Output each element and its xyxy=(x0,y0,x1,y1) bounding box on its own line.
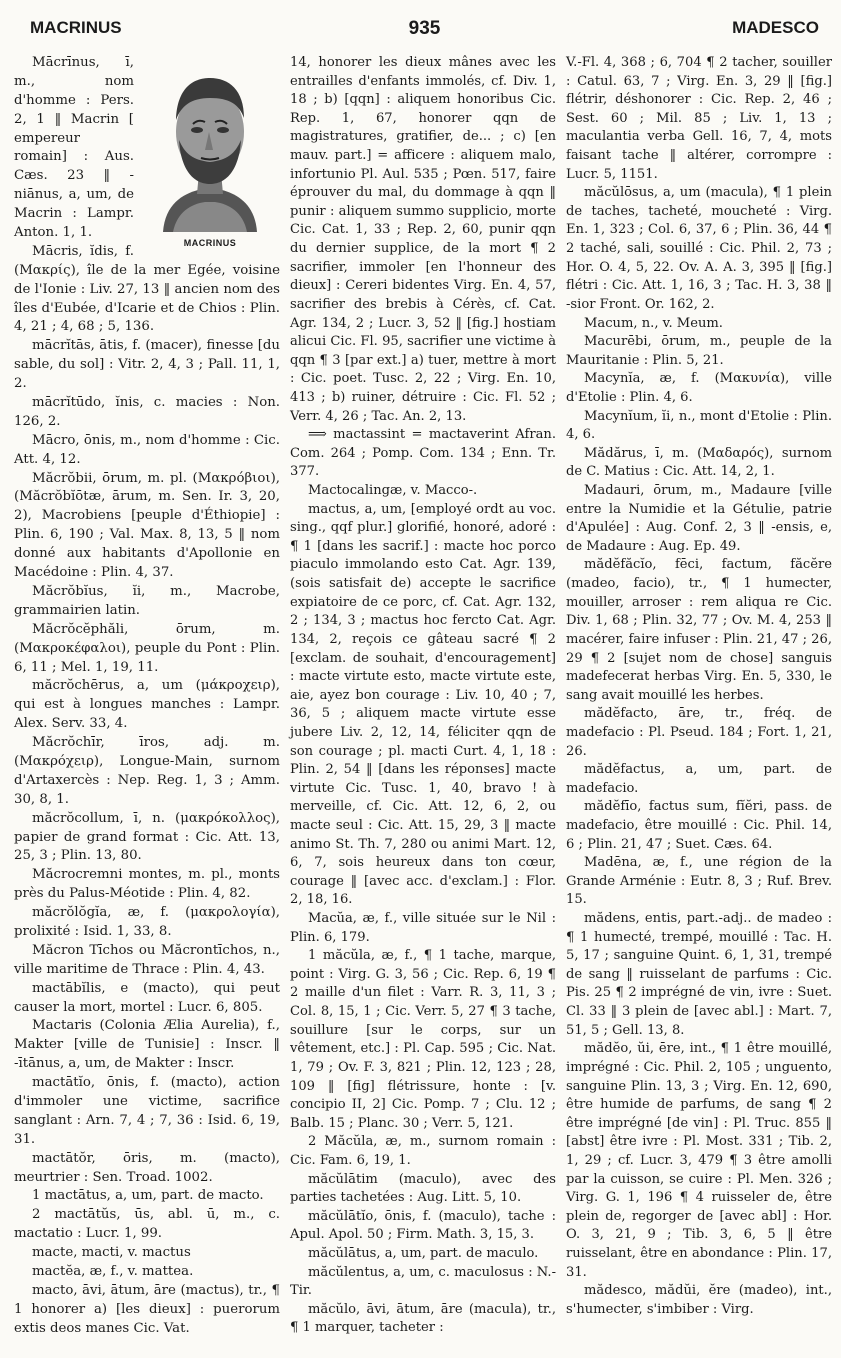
entry-macrologia: măcrŏlŏgĭa, æ, f. (μακρολογία), prolixité : Isid. 1, 33, 8. xyxy=(14,905,280,939)
entry-mactaris: Mactaris (Colonia Ælia Aurelia), f., Makter [ville de Tunisie] : Inscr. ‖ -ītānus, a, um, de Makter : Inscr. xyxy=(14,1018,280,1072)
entry-macrocremni: Măcrocremni montes, m. pl., monts près du Palus-Méotide : Plin. 4, 82. xyxy=(14,867,280,902)
entry-macron-tichos: Măcron Tīchos ou Măcrontīchos, n., ville maritime de Thrace : Plin. 4, 43. xyxy=(14,942,280,977)
entry-macrinus: Mācrīnus, ī, m., nom d'homme : Pers. 2, 1 ‖ Macrin [ empereur romain] : Aus. Cæs. 23 ‖ -niānus, a, um, de Macrin : Lampr. Anton. 1, 1. xyxy=(14,55,134,241)
page-number: 935 xyxy=(408,18,441,39)
entry-maculatus: măcŭlātus, a, um, part. de maculo. xyxy=(308,1246,539,1261)
entry-macula-2: 2 Măcŭla, æ, m., surnom romain : Cic. Fam. 6, 19, 1. xyxy=(290,1134,556,1168)
entry-macynium: Macynĭum, ĭi, n., mont d'Etolie : Plin. 4, 6. xyxy=(566,408,832,443)
portrait-figure xyxy=(140,54,280,250)
entry-mactocalingae: Mactocalingæ, v. Macco-. xyxy=(308,483,478,499)
entry-maculo: măcŭlo, āvi, ātum, āre (macula), tr., ¶ 1 marquer, tacheter : xyxy=(290,1301,556,1336)
entry-maculatim: măcŭlātim (maculo), avec des parties tachetées : Aug. Litt. 5, 10. xyxy=(290,1171,556,1206)
entry-mactator: mactātŏr, ōris, m. (macto), meurtrier : Sen. Troad. 1002. xyxy=(14,1150,280,1185)
entry-macto: macto, āvi, ātum, āre (mactus), tr., ¶ 1 honorer a) [les dieux] : puerorum extis deos manes Cic. Vat. xyxy=(14,1282,280,1336)
entry-madeo: mădĕo, ŭi, ēre, int., ¶ 1 être mouillé, imprégné : Cic. Phil. 2, 105 ; unguento, sanguine Plin. 13, 3 ; Virg. En. 12, 690, être humide de parfums, de sang ¶ 2 être imprégné [de vin] : Pl. Truc. 855 ‖ [abst] être ivre : Pl. Most. 331 ; Tib. 2, 1, 29 ; cf. Lucr. 3, 479 ¶ 3 être amolli par la cuisson, se cuire : Pl. Men. 326 ; Virg. G. 1, 196 ¶ 4 ruisseler de, être plein de, regorger de [avec abl] : Hor. O. 3, 21, 9 ; Tib. 3, 6, 5 ‖ être ruisselant, être en abondance : Plin. 17, 31. xyxy=(566,1041,832,1280)
entry-macurebi: Macurēbi, ōrum, m., peuple de la Mauritanie : Plin. 5, 21. xyxy=(566,334,832,368)
entry-maculatio: măcŭlātĭo, ōnis, f. (maculo), tache : Apul. Apol. 50 ; Firm. Math. 3, 15, 3. xyxy=(290,1208,556,1243)
entry-maculo-continued: V.-Fl. 4, 368 ; 6, 704 ¶ 2 tacher, souiller : Catul. 63, 7 ; Virg. En. 3, 29 ‖ [fig.] flétrir, déshonorer : Cic. Rep. 2, 46 ; Sest. 60 ; Mil. 85 ; Liv. 1, 13 ; maculantia verba Gell. 16, 7, 4, mots faisant tache ‖ altérer, corrompre : Lucr. 5, 1151. xyxy=(566,55,832,182)
entry-macrocephali: Măcrŏcĕphăli, ōrum, m. (Μακροκέφαλοι), peuple du Pont : Plin. 6, 11 ; Mel. 1, 19, 11. xyxy=(14,621,280,675)
entry-mactatio: mactātĭo, ōnis, f. (macto), action d'immoler une victime, sacrifice sanglant : Arn. 7, 4 ; 7, 36 : Isid. 6, 19, 31. xyxy=(14,1075,280,1147)
entry-madefacio: mădĕfăcĭo, fēci, factum, făcĕre (madeo, facio), tr., ¶ 1 humecter, mouiller, arroser : rem aliqua re Cic. Div. 1, 68 ; Plin. 32, 77 ; Ov. M. 4, 253 ‖ macérer, faire infuser : Plin. 21, 47 ; 26, 29 ¶ 2 [sujet nom de chose] sanguis madefecerat herbas Virg. En. 5, 330, le sang avait mouillé les herbes. xyxy=(566,557,832,703)
header-first-entry: MACRINUS xyxy=(30,18,122,37)
entry-madefio: mădĕfīo, factus sum, fĭĕri, pass. de madefacio, être mouillé : Cic. Phil. 14, 6 ; Plin. 21, 47 ; Suet. Cæs. 64. xyxy=(566,799,832,852)
entry-macynia: Macynĭa, æ, f. (Μακυνία), ville d'Etolie : Plin. 4, 6. xyxy=(566,371,832,405)
entry-madefacto: mădĕfacto, āre, tr., fréq. de madefacio : Pl. Pseud. 184 ; Fort. 1, 21, 26. xyxy=(566,706,832,759)
entry-macrocherus: măcrŏchērus, a, um (μάκροχειρ), qui est à longues manches : Lampr. Alex. Serv. 33, 4. xyxy=(14,678,280,732)
entry-madena: Madēna, æ, f., une région de la Grande Arménie : Eutr. 8, 3 ; Ruf. Brev. 15. xyxy=(566,855,832,908)
portrait-bust-icon xyxy=(143,54,277,232)
entry-macum: Macum, n., v. Meum. xyxy=(584,315,723,331)
entry-maculosus: măcŭlōsus, a, um (macula), ¶ 1 plein de taches, tacheté, moucheté : Virg. En. 1, 323 ; Col. 6, 37, 6 ; Plin. 36, 44 ¶ 2 taché, sali, souillé : Cic. Phil. 2, 73 ; Hor. O. 4, 5, 22. Ov. A. A. 3, 395 ‖ [fig.] flétri : Cic. Att. 1, 16, 3 ; Tac. H. 3, 38 ‖ -sior Front. Or. 162, 2. xyxy=(566,185,832,312)
entry-macritudo: mācrĭtūdo, ĭnis, c. macies : Non. 126, 2. xyxy=(14,395,280,429)
portrait-caption: MACRINUS xyxy=(183,238,237,248)
entry-mactatus-1: 1 mactātus, a, um, part. de macto. xyxy=(32,1188,264,1204)
entry-macrochir: Măcrŏchīr, īros, adj. m. (Μακρόχειρ), Longue-Main, surnom d'Artaxercès : Nep. Reg. 1, 3 ; Amm. 30, 8, 1. xyxy=(14,735,280,807)
entry-mactatus-2: 2 mactātŭs, ūs, abl. ū, m., c. mactatio : Lucr. 1, 99. xyxy=(14,1207,280,1242)
entry-macua: Macŭa, æ, f., ville située sur le Nil : Plin. 6, 179. xyxy=(290,911,556,945)
column-2 xyxy=(290,54,556,1338)
entry-madefactus: mădĕfactus, a, um, part. de madefacio. xyxy=(566,762,832,796)
entry-macrocollum: măcrŏcollum, ī, n. (μακρόκολλος), papier de grand format : Cic. Att. 13, 25, 3 ; Plin. 13, 80. xyxy=(14,810,280,864)
header-last-entry: MADESCO xyxy=(732,18,819,37)
entry-mactabilis: mactābĭlis, e (macto), qui peut causer la mort, mortel : Lucr. 6, 805. xyxy=(14,980,280,1015)
entry-macrobius: Măcrŏbĭus, ĭi, m., Macrobe, grammairien latin. xyxy=(14,583,280,618)
entry-macto-continued: 14, honorer les dieux mânes avec les entrailles d'enfants immolés, cf. Div. 1, 18 ; b) [qqn] : aliquem honoribus Cic. Rep. 1, 67, honorer qqn de magistratures, gratifier, de... ; c) [en mauv. part.] = afficere : aliquem malo, infortunio Pl. Aul. 535 ; Pœn. 517, faire éprouver du mal, du dommage à qqn ‖ punir : aliquem summo supplicio, morte Cic. Cat. 1, 33 ; Rep. 2, 60, punir qqn du dernier supplice, de la mort ¶ 2 sacrifier, immoler [en l'honneur des dieux] : Cereri bidentes Virg. En. 4, 57, sacrifier des brebis à Cérès, cf. Cat. Agr. 134, 2 ; Lucr. 3, 52 ‖ [fig.] hostiam alicui Cic. Fl. 95, sacrifier une victime à qqn ¶ 3 [par ext.] a) tuer, mettre à mort : Cic. poet. Tusc. 2, 22 ; Virg. En. 10, 413 ; b) ruiner, détruire : Cic. Fl. 52 ; Verr. 4, 26 ; Tac. An. 2, 13. xyxy=(290,55,556,424)
entry-macula-1: 1 măcŭla, æ, f., ¶ 1 tache, marque, point : Virg. G. 3, 56 ; Cic. Rep. 6, 19 ¶ 2 maille d'un filet : Varr. R. 3, 11, 3 ; Col. 8, 15, 1 ; Cic. Verr. 5, 27 ¶ 3 tache, souillure [sur le corps, sur un vêtement, etc.] : Pl. Cap. 595 ; Cic. Nat. 1, 79 ; Ov. F. 3, 821 ; Plin. 12, 123 ; 28, 109 ‖ [fig] flétrissure, honte : [v. concipio II, 2] Cic. Pomp. 7 ; Clu. 12 ; Balb. 15 ; Planc. 30 ; Verr. 5, 121. xyxy=(290,948,556,1131)
column-3 xyxy=(566,54,832,1319)
entry-mactassint: ⟹ mactassint = mactaverint Afran. Com. 264 ; Pomp. Com. 134 ; Enn. Tr. 377. xyxy=(290,427,556,480)
entry-macro: Mācro, ōnis, m., nom d'homme : Cic. Att. 4, 12. xyxy=(14,432,280,467)
entry-madarus: Mădărus, ī, m. (Μαδαρός), surnom de C. Matius : Cic. Att. 14, 2, 1. xyxy=(566,445,832,480)
entry-mactus: mactus, a, um, [employé ordt au voc. sing., qqf plur.] glorifié, honoré, adoré : ¶ 1 [dans les sacrif.] : macte hoc porco piaculo immolando esto Cat. Agr. 139, (sois satisfait de) accepte le sacrifice expiatoire de ce porc, cf. Cat. Agr. 132, 2 ; 134, 3 ; mactus hoc fercto Cat. Agr. 134, 2, reçois ce gâteau sacré ¶ 2 [exclam. de souhait, d'encouragement] : macte virtute esto, macte virtute este, aie, ayez bon courage : Liv. 10, 40 ; 7, 36, 5 ; aliquem macte virtute esse jubere Liv. 2, 12, 14, féliciter qqn de son courage ; pl. macti Curt. 4, 1, 18 : Plin. 2, 54 ‖ [dans les réponses] macte virtute Cic. Tusc. 1, 40, bravo ! à merveille, cf. Cic. Att. 12, 6, 2, ou macte seul : Cic. Att. 15, 29, 3 ‖ macte animo St. Th. 7, 280 ou animi Mart. 12, 6, 7, sois heureux dans ton cœur, courage ‖ [avec acc. d'exclam.] : Flor. 2, 18, 16. xyxy=(290,501,556,908)
entry-madens: mădens, entis, part.-adj.. de madeo : ¶ 1 humecté, trempé, mouillé : Tac. H. 5, 17 ; sanguine Quint. 6, 1, 31, trempé de sang ‖ ruisselant de parfums : Cic. Pis. 25 ¶ 2 imprégné de vin, ivre : Suet. Cl. 33 ‖ 3 plein de [avec abl.] : Mart. 7, 51, 5 ; Gell. 13, 8. xyxy=(566,911,832,1038)
entry-macritas: mācrĭtās, ātis, f. (macer), finesse [du sable, du sol] : Vitr. 2, 4, 3 ; Pall. 11, 1, 2. xyxy=(14,338,280,392)
entry-madauri: Madauri, ōrum, m., Madaure [ville entre la Numidie et la Gétulie, patrie d'Apulée] : Aug. Conf. 2, 3 ‖ -ensis, e, de Madaure : Aug. Ep. 49. xyxy=(566,483,832,554)
page-header xyxy=(30,18,819,44)
entry-macris: Mācris, ĭdis, f. (Μακρίς), île de la mer Egée, voisine de l'Ionie : Liv. 27, 13 ‖ ancien nom des îles d'Eubée, d'Icarie et de Chios : Plin. 4, 21 ; 4, 68 ; 5, 136. xyxy=(14,243,280,335)
entry-mactea: mactĕa, æ, f., v. mattea. xyxy=(32,1264,194,1279)
entry-macrobii: Măcrŏbii, ōrum, m. pl. (Μακρόβιοι), (Măcrŏbĭōtæ, ārum, m. Sen. Ir. 3, 20, 2), Macrobiens [peuple d'Éthiopie] : Plin. 6, 190 ; Val. Max. 8, 13, 5 ‖ nom donné aux habitants d'Apollonie en Macédoine : Plin. 4, 37. xyxy=(14,470,280,581)
column-1 xyxy=(14,54,280,1339)
entry-maculentus: măcŭlentus, a, um, c. maculosus : N.-Tir. xyxy=(290,1264,556,1299)
entry-madesco: mădesco, mădŭi, ĕre (madeo), int., s'humecter, s'imbiber : Virg. xyxy=(566,1283,832,1317)
entry-macte: macte, macti, v. mactus xyxy=(32,1245,191,1261)
